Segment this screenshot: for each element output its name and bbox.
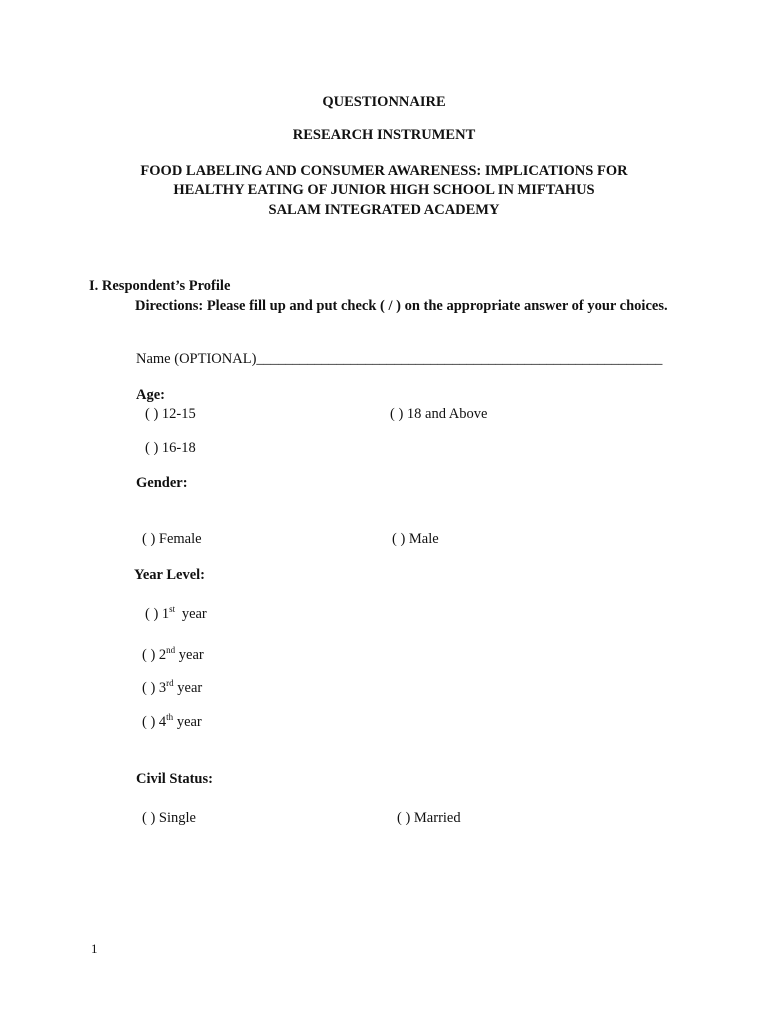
gender-option-male[interactable]: ( ) Male [392, 531, 439, 547]
year-level-label: Year Level: [134, 567, 205, 583]
document-title: QUESTIONNAIRE [322, 94, 446, 110]
age-option-18-above[interactable]: ( ) 18 and Above [390, 406, 488, 422]
year-level-option-2nd[interactable]: ( ) 2nd year [142, 645, 204, 663]
page-number: 1 [91, 941, 98, 956]
name-field[interactable] [136, 351, 662, 368]
study-title-line-2: HEALTHY EATING OF JUNIOR HIGH SCHOOL IN MIFTAHUS [173, 182, 595, 198]
year-level-option-4th[interactable]: ( ) 4th year [142, 712, 202, 730]
civil-status-option-single[interactable]: ( ) Single [142, 810, 196, 826]
gender-label: Gender: [136, 475, 188, 491]
directions-text: Directions: Please fill up and put check ( / ) on the appropriate answer of your choices. [135, 298, 668, 314]
section-heading: I. Respondent’s Profile [89, 278, 231, 294]
name-field-label: Name (OPTIONAL) [136, 351, 257, 367]
document-subtitle: RESEARCH INSTRUMENT [292, 127, 476, 143]
study-title-line-1: FOOD LABELING AND CONSUMER AWARENESS: IMPLICATIONS FOR [140, 163, 628, 179]
name-field-blank[interactable]: ________________________________________________________ [256, 351, 663, 367]
study-title-line-3: SALAM INTEGRATED ACADEMY [268, 202, 500, 218]
age-label: Age: [136, 387, 165, 403]
civil-status-option-married[interactable]: ( ) Married [397, 810, 461, 826]
age-option-12-15[interactable]: ( ) 12-15 [145, 406, 196, 422]
gender-option-female[interactable]: ( ) Female [142, 531, 202, 547]
age-option-16-18[interactable]: ( ) 16-18 [145, 440, 196, 456]
year-level-option-1st[interactable]: ( ) 1st year [145, 604, 207, 622]
civil-status-label: Civil Status: [136, 771, 213, 787]
year-level-option-3rd[interactable]: ( ) 3rd year [142, 678, 203, 696]
